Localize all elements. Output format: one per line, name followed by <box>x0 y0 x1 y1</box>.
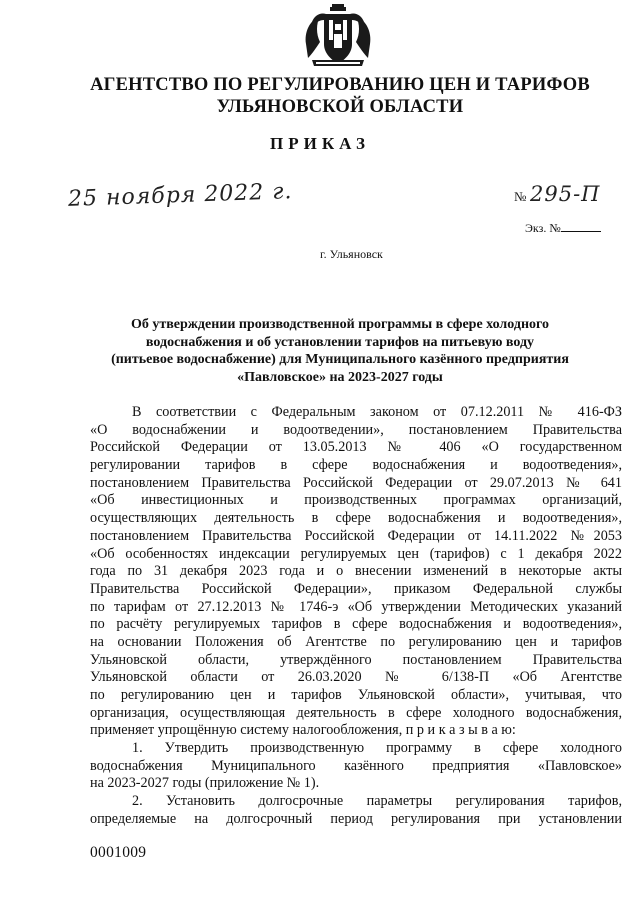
body-line: Ульяновской области, утверждённого постановлением Правительства <box>90 651 622 668</box>
agency-name-line-1: АГЕНТСТВО ПО РЕГУЛИРОВАНИЮ ЦЕН И ТАРИФОВ <box>90 75 590 95</box>
body-line: на 2023-2027 годы (приложение № 1). <box>90 775 320 792</box>
body-line: регулировании тарифов в сфере водоснабжения и водоотведения», <box>90 457 622 474</box>
body-line: по регулированию цен и тарифов Ульяновской области», учитывая, что <box>90 687 622 703</box>
handwritten-date: 25 ноября 2022 г. <box>67 179 293 212</box>
body-line: «Об инвестиционных и производственных программах организаций, <box>90 492 622 509</box>
document-type: ПРИКАЗ <box>270 134 370 153</box>
body-line: Правительства Российской Федерации», приказом Федеральной службы <box>90 580 622 597</box>
body-line: водоснабжения Муниципального казённого предприятия «Павловское» <box>90 757 622 774</box>
body-line: по расчёту регулируемых тарифов в сфере водоснабжения и водоотведения», <box>90 616 622 633</box>
title-line: Об утверждении производственной программы в сфере холодного <box>130 317 550 332</box>
number-label: № <box>514 189 527 204</box>
body-line: на основании Положения об Агентстве по регулированию цен и тарифов <box>90 633 622 650</box>
coat-of-arms-icon <box>302 4 374 68</box>
title-line: «Павловское» на 2023-2027 годы <box>237 369 443 385</box>
body-line: по тарифам от 27.12.2013 № 1746-э «Об утверждении Методических указаний <box>90 598 622 615</box>
body-line: года по 31 декабря 2023 года и о внесении изменений в некоторые акты <box>90 563 622 580</box>
copy-number-blank <box>561 221 601 232</box>
body-line: постановлением Правительства Российской Федерации от 14.11.2022 №2053 <box>90 527 622 544</box>
title-line: (питьевое водоснабжение) для Муниципального казённого предприятия <box>111 352 569 368</box>
body-line: определяемые на долгосрочный период регулирования при установлении <box>90 810 622 827</box>
body-line: «Об особенностях индексации регулируемых цен (тарифов) с 1 декабря 2022 <box>90 545 622 562</box>
document-code: 0001009 <box>90 844 147 861</box>
document-body <box>90 404 622 829</box>
body-line: Ульяновской области от 26.03.2020 № 6/138-П «Об Агентстве <box>90 669 622 686</box>
body-line: «О водоснабжении и водоотведении», постановлением Правительства <box>90 421 622 438</box>
agency-name-line-2: УЛЬЯНОВСКОЙ ОБЛАСТИ <box>216 97 464 117</box>
copy-number <box>525 221 601 236</box>
body-line: 1. Утвердить производственную программу в сфере холодного <box>132 740 622 757</box>
body-line: Российской Федерации от 13.05.2013 № 406 «О государственном <box>90 439 622 456</box>
title-line: водоснабжения и об установлении тарифов на питьевую воду <box>145 334 535 350</box>
copy-label: Экз. № <box>525 221 561 235</box>
body-line: постановлением Правительства Российской Федерации от 29.07.2013 № 641 <box>90 474 622 491</box>
handwritten-number: 295-П <box>530 182 601 206</box>
city: г. Ульяновск <box>320 247 383 261</box>
body-line: 2. Установить долгосрочные параметры регулирования тарифов, <box>132 793 622 810</box>
body-line: В соответствии с Федеральным законом от 07.12.2011 № 416-ФЗ <box>132 404 622 420</box>
body-line: применяет упрощённую систему налогообложения, п р и к а з ы в а ю: <box>90 722 516 739</box>
body-line: организация, осуществляющая деятельность в сфере холодного водоснабжения, <box>90 704 622 721</box>
body-line: осуществляющих деятельность в сфере водоснабжения и водоотведения», <box>90 510 622 527</box>
document-title <box>96 316 584 386</box>
